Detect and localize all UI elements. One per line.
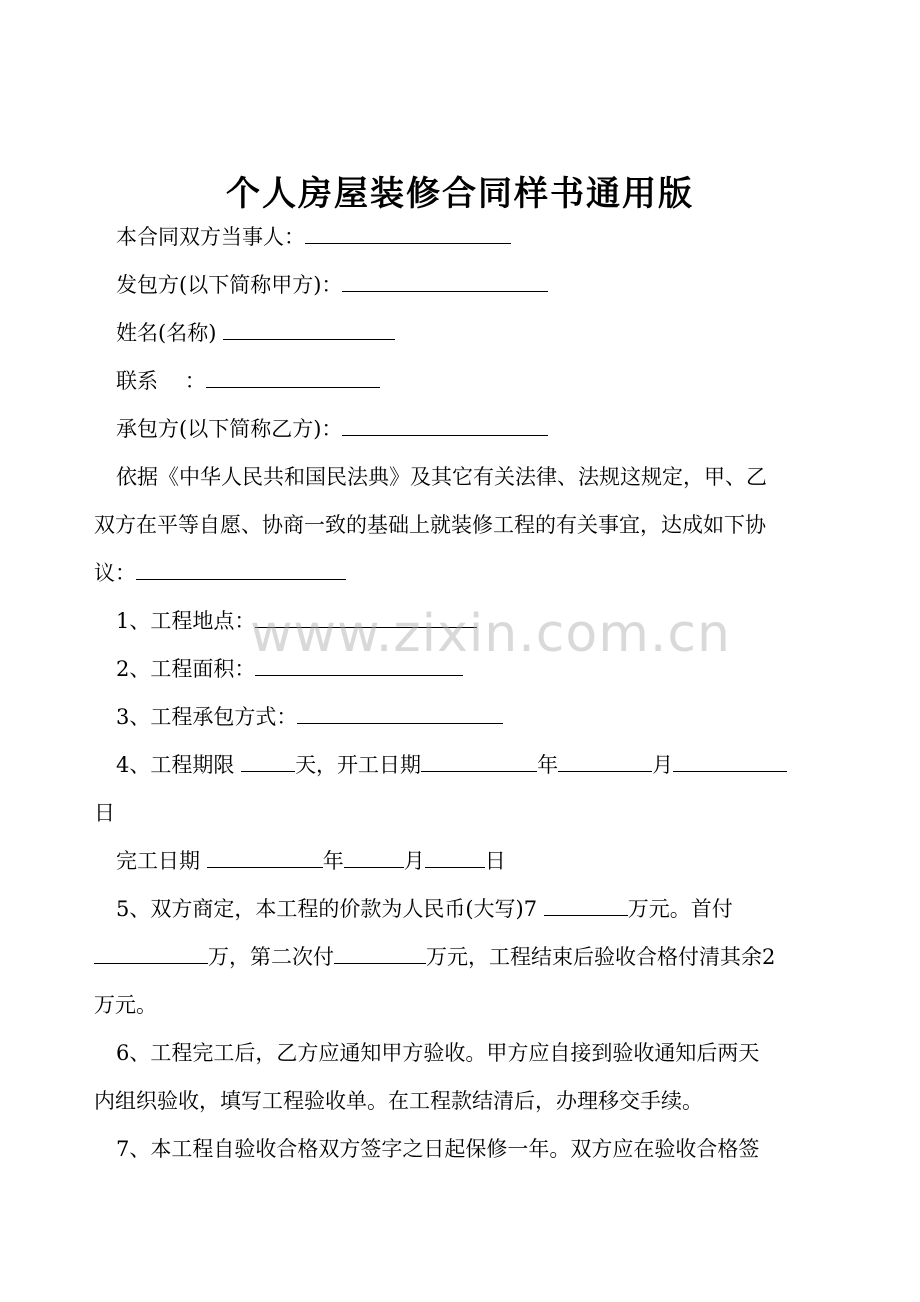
blank-field[interactable] [207,847,323,868]
line-area: 2、工程面积： [116,654,830,684]
page-title: 个人房屋装修合同样书通用版 [226,174,694,214]
blank-field[interactable] [206,367,380,388]
blank-field[interactable] [344,847,404,868]
line-price: 5、双方商定，本工程的价款为人民币(大写)7 万元。首付 [116,897,733,921]
line-location: 1、工程地点： [116,606,830,636]
blank-field[interactable] [223,319,395,340]
blank-field[interactable] [136,559,346,580]
line-agreement: 议： [94,558,830,588]
blank-field[interactable] [305,223,511,244]
line-period: 4、工程期限 天，开工日期 年 月 [116,750,830,780]
blank-field[interactable] [255,655,463,676]
line-method: 3、工程承包方式： [116,702,830,732]
paragraph-line: 内组织验收，填写工程验收单。在工程款结清后，办理移交手续。 [94,1089,703,1113]
blank-field[interactable] [255,607,477,628]
blank-field[interactable] [342,271,548,292]
line-party-a: 发包方(以下简称甲方)： [116,270,830,300]
watermark: www.zixin.com.cn [250,604,731,664]
blank-field[interactable] [544,895,628,916]
line-name: 姓名(名称) [116,318,830,348]
line-day: 日 [94,801,115,825]
blank-field[interactable] [94,943,208,964]
blank-field[interactable] [342,415,548,436]
line-payment: 万，第二次付 万元，工程结束后验收合格付清其余2 [94,942,830,972]
line-contact: 联系 ： [116,366,830,396]
line-completion: 完工日期 年 月 日 [116,849,506,873]
blank-field[interactable] [673,751,787,772]
paragraph-line: 万元。 [94,993,157,1017]
paragraph-line: 7、本工程自验收合格双方签字之日起保修一年。双方应在验收合格签 [116,1137,760,1161]
paragraph-line: 6、工程完工后，乙方应通知甲方验收。甲方应自接到验收通知后两天 [116,1041,760,1065]
blank-field[interactable] [334,943,426,964]
blank-field[interactable] [558,751,652,772]
paragraph-line: 双方在平等自愿、协商一致的基础上就装修工程的有关事宜，达成如下协 [94,513,766,537]
line-parties: 本合同双方当事人： [116,222,830,252]
paragraph-line: 依据《中华人民共和国民法典》及其它有关法律、法规这规定，甲、乙 [116,465,767,489]
blank-field[interactable] [421,751,537,772]
line-party-b: 承包方(以下简称乙方)： [116,414,830,444]
blank-field[interactable] [425,847,485,868]
blank-field[interactable] [241,751,295,772]
blank-field[interactable] [297,703,503,724]
